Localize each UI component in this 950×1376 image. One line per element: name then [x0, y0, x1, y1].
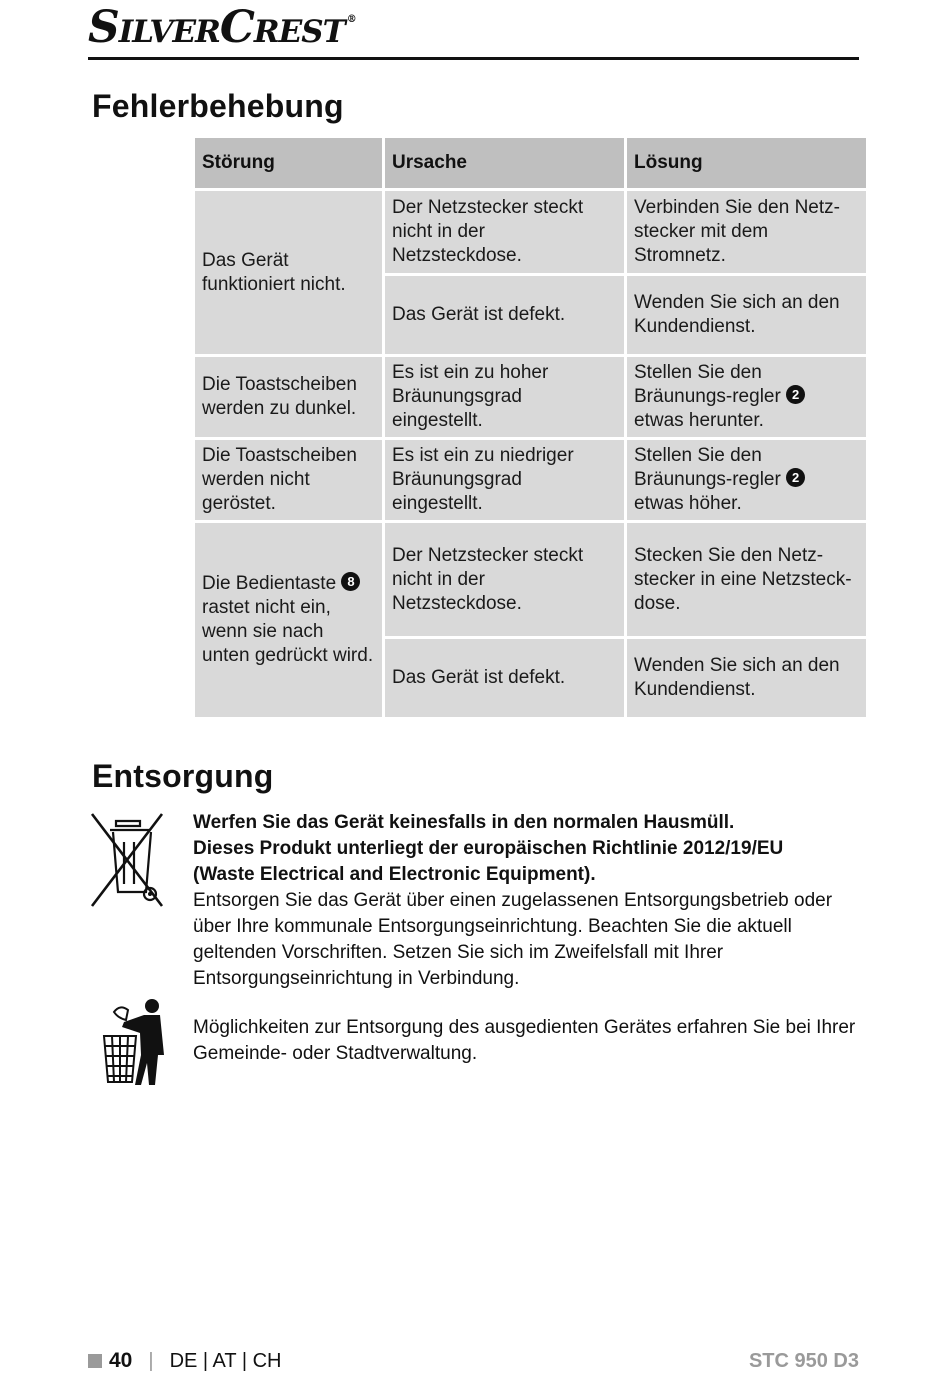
solution-cell: Stellen Sie den Bräunungs-regler 2 etwas herunter.: [627, 357, 866, 437]
brand-logo: S ILVER C REST ®: [88, 2, 356, 53]
table-row: [195, 523, 866, 636]
person-bin-icon: [100, 998, 172, 1088]
cause-cell: Der Netzstecker steckt nicht in der Netzsteckdose.: [385, 191, 624, 273]
problem-cell: Das Gerät funktioniert nicht.: [195, 191, 382, 354]
solution-cell: Stellen Sie den Bräunungs-regler 2 etwas höher.: [627, 440, 866, 520]
problem-cell: Die Bedientaste 8 rastet nicht ein, wenn sie nach unten gedrückt wird.: [195, 523, 382, 717]
header-rule: [88, 57, 859, 60]
footer-left: [88, 1346, 281, 1376]
disposal-text-block: [193, 1015, 863, 1067]
troubleshooting-title: Fehlerbehebung: [92, 88, 344, 124]
column-header: Ursache: [385, 138, 624, 188]
column-header: Lösung: [627, 138, 866, 188]
column-header: Störung: [195, 138, 382, 188]
footer-divider: |: [148, 1350, 154, 1372]
disposal-text-block: [193, 810, 863, 992]
table-row: [195, 440, 866, 520]
solution-cell: Stecken Sie den Netz-stecker in eine Netzsteck-dose.: [627, 523, 866, 636]
table-row: [195, 357, 866, 437]
page-number: 40: [109, 1349, 133, 1372]
page-marker: [88, 1354, 102, 1368]
disposal-paragraph: Möglichkeiten zur Entsorgung des ausgedienten Gerätes erfahren Sie bei Ihrer Gemeinde- oder Stadtverwaltung.: [193, 1017, 856, 1064]
control-ref-badge: 8: [341, 572, 360, 591]
disposal-directive: Dieses Produkt unterliegt der europäischen Richtlinie 2012/19/EU: [193, 838, 784, 859]
crossed-out-wheelie-bin-icon: [90, 812, 164, 908]
solution-cell: Wenden Sie sich an den Kundendienst.: [627, 276, 866, 354]
problem-cell: Die Toastscheiben werden zu dunkel.: [195, 357, 382, 437]
cause-cell: Der Netzstecker steckt nicht in der Netzsteckdose.: [385, 523, 624, 636]
troubleshooting-table: [192, 135, 869, 720]
table-row: [195, 191, 866, 273]
problem-cell: Die Toastscheiben werden nicht geröstet.: [195, 440, 382, 520]
cause-cell: Es ist ein zu hoher Bräunungsgrad eingestellt.: [385, 357, 624, 437]
disposal-paragraph: Entsorgen Sie das Gerät über einen zugelassenen Entsorgungsbetrieb oder über Ihre kommunale Entsorgungseinrichtung. Beachten Sie die aktuell geltenden Vorschriften. Setzen Sie sich im Zweifelsfall mit Ihrer Entsorgungseinrichtung in Verbindung.: [193, 890, 833, 989]
cause-cell: Es ist ein zu niedriger Bräunungsgrad eingestellt.: [385, 440, 624, 520]
control-ref-badge: 2: [786, 385, 805, 404]
solution-cell: Wenden Sie sich an den Kundendienst.: [627, 639, 866, 717]
table-header-row: [195, 138, 866, 188]
disposal-directive-name: (Waste Electrical and Electronic Equipment).: [193, 864, 596, 885]
disposal-warning: Werfen Sie das Gerät keinesfalls in den normalen Hausmüll.: [193, 812, 735, 833]
disposal-title: Entsorgung: [92, 758, 274, 794]
cause-cell: Das Gerät ist defekt.: [385, 276, 624, 354]
footer-languages: DE | AT | CH: [169, 1350, 282, 1372]
solution-cell: Verbinden Sie den Netz-stecker mit dem Stromnetz.: [627, 191, 866, 273]
model-number: STC 950 D3: [748, 1350, 859, 1372]
cause-cell: Das Gerät ist defekt.: [385, 639, 624, 717]
control-ref-badge: 2: [786, 468, 805, 487]
